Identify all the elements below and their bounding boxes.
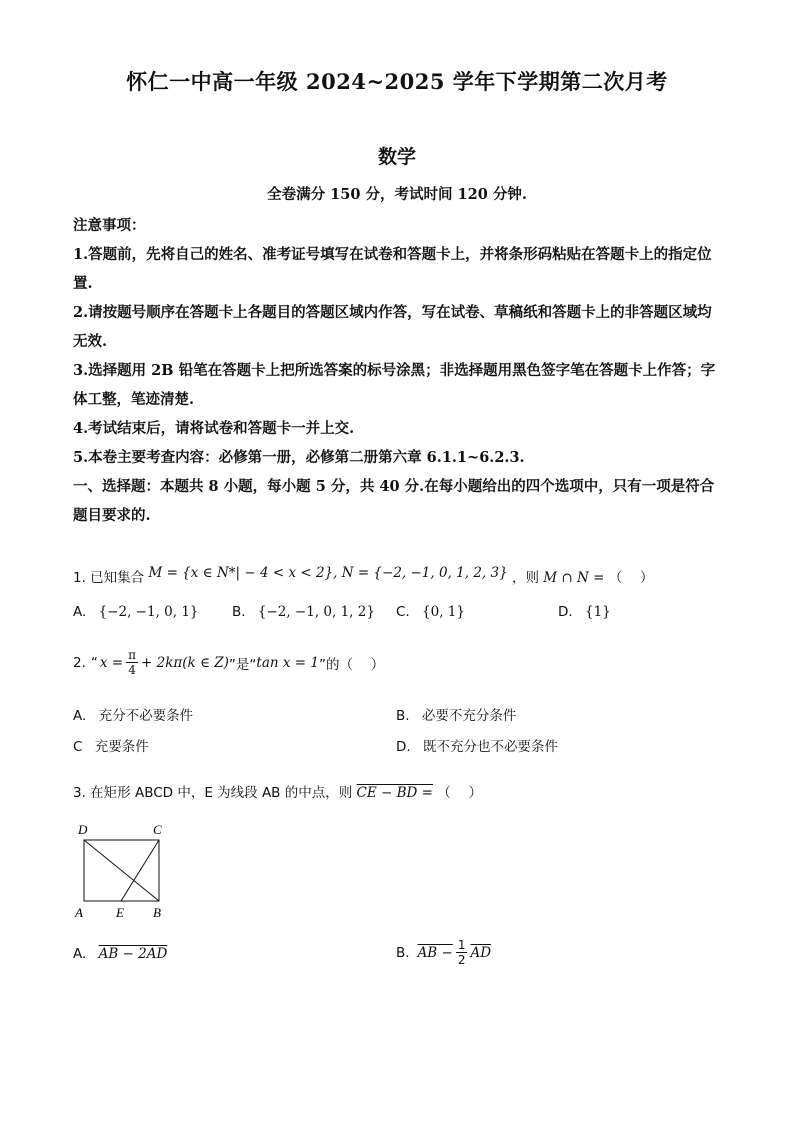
q2-option-d[interactable]: D. 既不充分也不必要条件	[396, 739, 558, 755]
label-d: D	[78, 822, 88, 837]
q2-option-a[interactable]: A. 充分不必要条件	[73, 708, 194, 724]
q2-option-c[interactable]: C 充要条件	[73, 739, 149, 755]
question-3: 3. 在矩形 ABCD 中，E 为线段 AB 的中点，则 CE − BD = （ ）	[73, 785, 483, 801]
question-1	[73, 566, 654, 586]
q1-option-c[interactable]: C. {0, 1}	[396, 604, 465, 620]
score-line: 全卷满分 150 分，考试时间 120 分钟.	[267, 186, 527, 203]
q3-vector-expr: CE − BD =	[356, 785, 433, 801]
rectangle-figure	[73, 820, 173, 924]
note-item: 3.选择题用 2B 铅笔在答题卡上把所选答案的标号涂黑；非选择题用黑色签字笔在答题卡上作答；字体工整，笔迹清楚.	[73, 362, 716, 408]
q3-option-b[interactable]: B. AB − $\frac{1}{2}$ $\overline{AD}$	[396, 938, 492, 967]
subject-title: 数学	[377, 146, 416, 168]
q2-option-b[interactable]: B. 必要不充分条件	[396, 708, 517, 724]
section-heading: 一、选择题：本题共 8 小题，每小题 5 分，共 40 分.在每小题给出的四个选项中，只有一项是符合题目要求的.	[73, 478, 715, 524]
q1-stem-suffix: ，则	[511, 570, 539, 586]
q3-b-fraction: $\frac{1}{2}$	[457, 938, 466, 967]
notes-heading: 注意事项：	[73, 217, 146, 234]
note-item: 4.考试结束后，请将试卷和答题卡一并上交.	[73, 420, 355, 437]
q1-sets: M = {x ∈ N*| − 4 < x < 2}, N = {−2, −1, 0, 1, 2, 3}	[148, 565, 508, 581]
label-c: C	[153, 822, 162, 837]
q1-paren: （ ）	[608, 570, 654, 586]
label-e: E	[116, 905, 124, 920]
q1-expr: M ∩ N =	[543, 570, 605, 586]
segment-ce	[121, 840, 159, 901]
q1-option-b[interactable]: B. {−2, −1, 0, 1, 2}	[232, 604, 375, 620]
label-a: A	[75, 905, 83, 920]
note-item: 5.本卷主要考查内容：必修第一册，必修第二册第六章 6.1.1~6.2.3.	[73, 449, 525, 466]
q1-stem-prefix: 1. 已知集合	[73, 570, 145, 586]
q1-option-a[interactable]: A. {−2, −1, 0, 1}	[73, 604, 199, 620]
q1-option-d[interactable]: D. {1}	[558, 604, 611, 620]
note-item: 2.请按题号顺序在答题卡上各题目的答题区域内作答，写在试卷、草稿纸和答题卡上的非答题区域均无效.	[73, 304, 712, 350]
note-item: 1.答题前，先将自己的姓名、准考证号填写在试卷和答题卡上，并将条形码粘贴在答题卡上的指定位置.	[73, 246, 712, 292]
q3-option-a[interactable]: A. AB − 2AD	[73, 946, 168, 962]
exam-title: 怀仁一中高一年级 2024~2025 学年下学期第二次月考	[126, 69, 668, 94]
question-2: 2. “ x = $\frac{\pi}{4}$ + 2kπ(k ∈ Z) ”是“ tan x = 1 ”的（ ）	[73, 648, 385, 677]
q2-fraction: $\frac{\pi}{4}$	[128, 648, 136, 677]
notes-block	[73, 211, 723, 530]
label-b: B	[153, 905, 161, 920]
segment-db	[84, 840, 159, 901]
